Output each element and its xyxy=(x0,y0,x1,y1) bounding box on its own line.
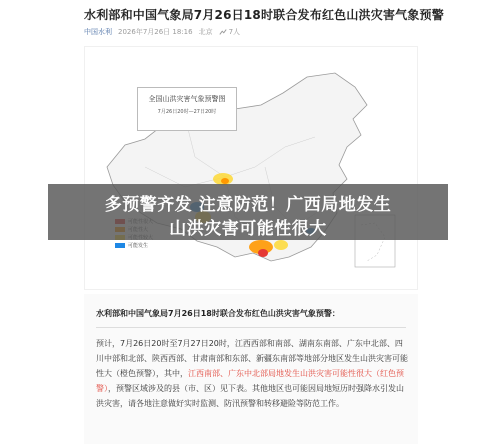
article-source[interactable]: 中国水利 xyxy=(84,28,112,36)
article-meta xyxy=(84,27,240,37)
banner-line-2: 山洪灾害可能性很大 xyxy=(169,219,327,239)
document-body-rest: ，预警区域涉及的县（市、区）见下表。其他地区也可能因局地短历时强降水引发山洪灾害，请各地注意做好实时监测、防汛预警和转移避险等防范工作。 xyxy=(96,384,404,408)
banner-line-1: 多预警齐发 注意防范！广西局地发生 xyxy=(104,195,392,215)
article-views xyxy=(219,27,240,37)
document-title: 水利部和中国气象局7月26日18时联合发布红色山洪灾害气象预警： xyxy=(96,309,340,318)
map-title-box xyxy=(137,87,237,131)
map-date-range: 7月26日20时—27日20时 xyxy=(157,109,217,115)
article-location: 北京 xyxy=(198,28,213,36)
map-title: 全国山洪灾害气象预警图 xyxy=(148,95,226,103)
headline-banner xyxy=(48,184,448,240)
views-icon xyxy=(219,28,227,36)
warning-area-yellow-south xyxy=(274,240,288,250)
warning-area-red-south xyxy=(258,249,268,257)
document-body-highlight: 江西南部、广东中北部局地发生山洪灾害可能性很大（红色预警） xyxy=(96,369,404,393)
china-map-graphic xyxy=(85,47,419,291)
legend-swatch-blue xyxy=(115,243,125,248)
document-body xyxy=(96,336,408,411)
article-views-count: 7人 xyxy=(228,28,241,36)
article-datetime: 2026年7月26日 18:16 xyxy=(118,28,193,36)
legend-label: 可能发生 xyxy=(128,242,149,249)
document-body-intro: 预计，7月26日20时至7月27日20时，江西西部和南部、湖南东南部、广东中北部、四川中部和北部、陕西西部、甘肃南部和东部、新疆东南部等地部分地区发生山洪灾害可能性大（橙色预警），其中， xyxy=(96,339,408,378)
warning-document-image xyxy=(84,294,418,444)
legend-item xyxy=(115,241,153,249)
document-divider xyxy=(96,327,406,328)
article-title: 水利部和中国气象局7月26日18时联合发布红色山洪灾害气象预警 xyxy=(84,8,444,22)
warning-map-image xyxy=(84,46,418,290)
